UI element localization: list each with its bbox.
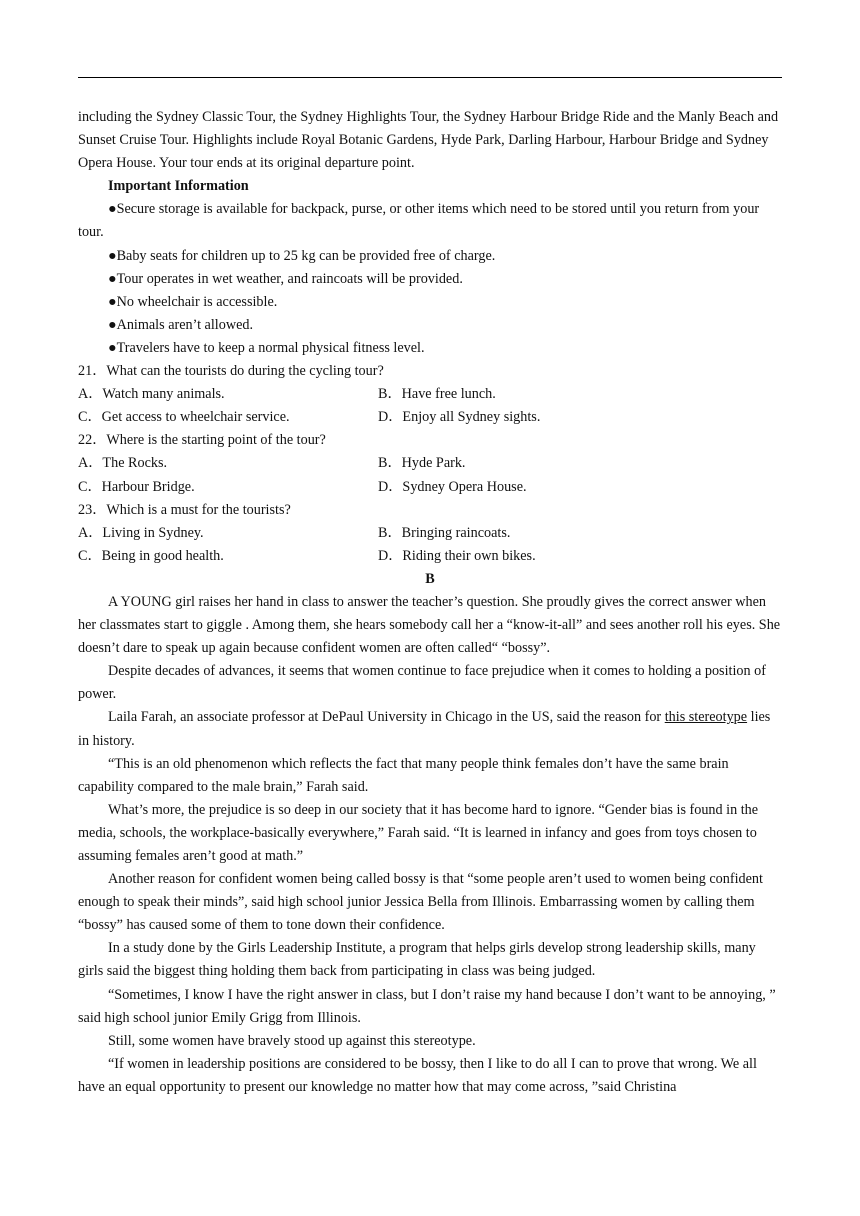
- intro-paragraph: including the Sydney Classic Tour, the Sydney Highlights Tour, the Sydney Harbour Bridge Ride and the Manly Beach and Sunset Cruise Tour. Highlights include Royal Botanic Gardens, Hyde Park, Darling Harbour, Harbour Bridge and Sydney Opera House. Your tour ends at its original departure point.: [78, 109, 779, 172]
- passage-paragraph: “If women in leadership positions are considered to be bossy, then I like to do all I can to prove that wrong. We all have an equal opportunity to present our knowledge no matter how that may come across, ”said Christina: [78, 1055, 757, 1095]
- option: C．Harbour Bridge.: [78, 478, 195, 495]
- page-content: [78, 106, 782, 1099]
- option: A．Watch many animals.: [78, 386, 225, 403]
- option-row: [78, 545, 782, 568]
- option: A．The Rocks.: [78, 455, 168, 472]
- passage-paragraph: What’s more, the prejudice is so deep in our society that it has become hard to ignore. “Gender bias is found in the media, schools, the workplace-basically everywhere,” Farah said. “It is learned in infancy and goes from toys chosen to assuming females aren’t good at math.”: [78, 801, 759, 864]
- question-stem: 23．Which is a must for the tourists?: [78, 501, 291, 518]
- option: A．Living in Sydney.: [78, 524, 204, 541]
- option: B．Bringing raincoats.: [378, 524, 511, 541]
- section-b-heading: B: [425, 570, 435, 587]
- passage-paragraph: Still, some women have bravely stood up against this stereotype.: [108, 1032, 476, 1049]
- passage-paragraph: Despite decades of advances, it seems that women continue to face prejudice when it comes to holding a position of power.: [78, 663, 766, 703]
- option: D．Riding their own bikes.: [378, 547, 536, 564]
- question-stem: 21．What can the tourists do during the cycling tour?: [78, 363, 384, 380]
- passage-text: Laila Farah, an associate professor at DePaul University in Chicago in the US, said the reason for: [108, 709, 665, 726]
- option-row: [78, 406, 782, 429]
- option: C．Get access to wheelchair service.: [78, 409, 290, 426]
- option-row: [78, 522, 782, 545]
- option-row: [78, 452, 782, 475]
- bullet-item: ●Tour operates in wet weather, and raincoats will be provided.: [108, 270, 463, 287]
- bullet-item: ●Travelers have to keep a normal physical fitness level.: [108, 339, 425, 356]
- important-info-heading: Important Information: [108, 178, 249, 195]
- passage-text: lies in history.: [78, 709, 771, 749]
- option: D．Sydney Opera House.: [378, 478, 527, 495]
- passage-paragraph: A YOUNG girl raises her hand in class to answer the teacher’s question. She proudly gives the correct answer when her classmates start to giggle . Among them, she hears somebody call her a “know-it-all” and sees another roll his eyes. She doesn’t dare to speak up again because confident women are often called“ “bossy”.: [78, 593, 781, 657]
- option: B．Have free lunch.: [378, 386, 496, 403]
- bullet-item: ●No wheelchair is accessible.: [108, 293, 278, 310]
- passage-paragraph: “This is an old phenomenon which reflects the fact that many people think females don’t have the same brain capability compared to the male brain,” Farah said.: [78, 755, 729, 795]
- passage-paragraph: [78, 706, 782, 752]
- option-row: [78, 476, 782, 499]
- bullet-item: ●Secure storage is available for backpack, purse, or other items which need to be stored until you return from your tour.: [78, 201, 760, 241]
- header-rule: [78, 77, 782, 78]
- option: C．Being in good health.: [78, 547, 224, 564]
- bullet-item: ●Animals aren’t allowed.: [108, 316, 254, 333]
- passage-paragraph: “Sometimes, I know I have the right answer in class, but I don’t raise my hand because I don’t want to be annoying, ” said high school junior Emily Grigg from Illinois.: [78, 986, 776, 1026]
- option: D．Enjoy all Sydney sights.: [378, 409, 541, 426]
- passage-paragraph: In a study done by the Girls Leadership Institute, a program that helps girls develop strong leadership skills, many girls said the biggest thing holding them back from participating in class was being judged.: [78, 940, 756, 980]
- option: B．Hyde Park.: [378, 455, 466, 472]
- question-stem: 22．Where is the starting point of the tour?: [78, 432, 326, 449]
- underlined-phrase: this stereotype: [664, 709, 748, 726]
- option-row: [78, 383, 782, 406]
- passage-paragraph: Another reason for confident women being called bossy is that “some people aren’t used to women being confident enough to speak their minds”, said high school junior Jessica Bella from Illinois. Embarrassing women by calling them “bossy” has caused some of them to tone down their confidence.: [78, 871, 763, 934]
- bullet-item: ●Baby seats for children up to 25 kg can be provided free of charge.: [108, 247, 496, 264]
